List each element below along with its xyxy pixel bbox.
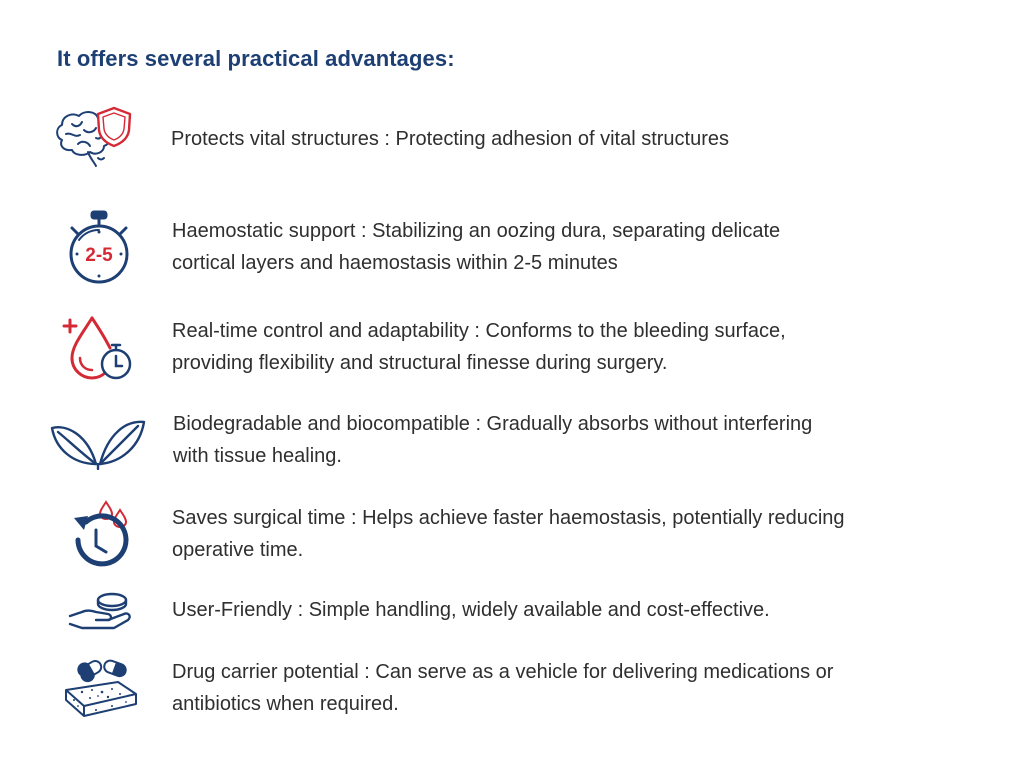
item-2-text [172,215,780,279]
blood-drop-timer-icon [58,312,138,384]
clock-rewind-icon [66,500,136,572]
item-3-line-1: Real-time control and adaptability : Conforms to the bleeding surface, [172,320,786,342]
item-7-text [172,656,833,720]
item-6-text [172,594,770,626]
item-2-line-2: cortical layers and haemostasis within 2-5 minutes [172,252,618,274]
item-5-text [172,502,845,566]
item-4-line-2: with tissue healing. [173,445,342,467]
item-5-line-1: Saves surgical time : Helps achieve faster haemostasis, potentially reducing [172,507,845,529]
item-3-line-2: providing flexibility and structural finesse during surgery. [172,352,668,374]
item-4-line-1: Biodegradable and biocompatible : Gradually absorbs without interfering [173,413,813,435]
item-5-line-2: operative time. [172,539,304,561]
item-7-line-2: antibiotics when required. [172,693,399,715]
item-4-text [173,408,812,472]
item-1-text [171,123,729,155]
item-1-line-1: Protects vital structures : Protecting adhesion of vital structures [171,128,730,150]
hand-holding-icon [68,590,134,630]
capsules-sponge-icon [62,656,140,722]
brain-shield-icon [52,102,136,174]
item-3-text [172,315,786,379]
item-2-line-1: Haemostatic support : Stabilizing an oozing dura, separating delicate [172,220,781,242]
page-heading: It offers several practical advantages: [57,46,455,71]
stopwatch-badge: 2-5 [85,245,113,266]
item-7-line-1: Drug carrier potential : Can serve as a vehicle for delivering medications or [172,661,834,683]
leaves-icon [50,414,146,470]
item-6-line-1: User-Friendly : Simple handling, widely available and cost-effective. [172,599,770,621]
stopwatch-icon [64,210,134,286]
